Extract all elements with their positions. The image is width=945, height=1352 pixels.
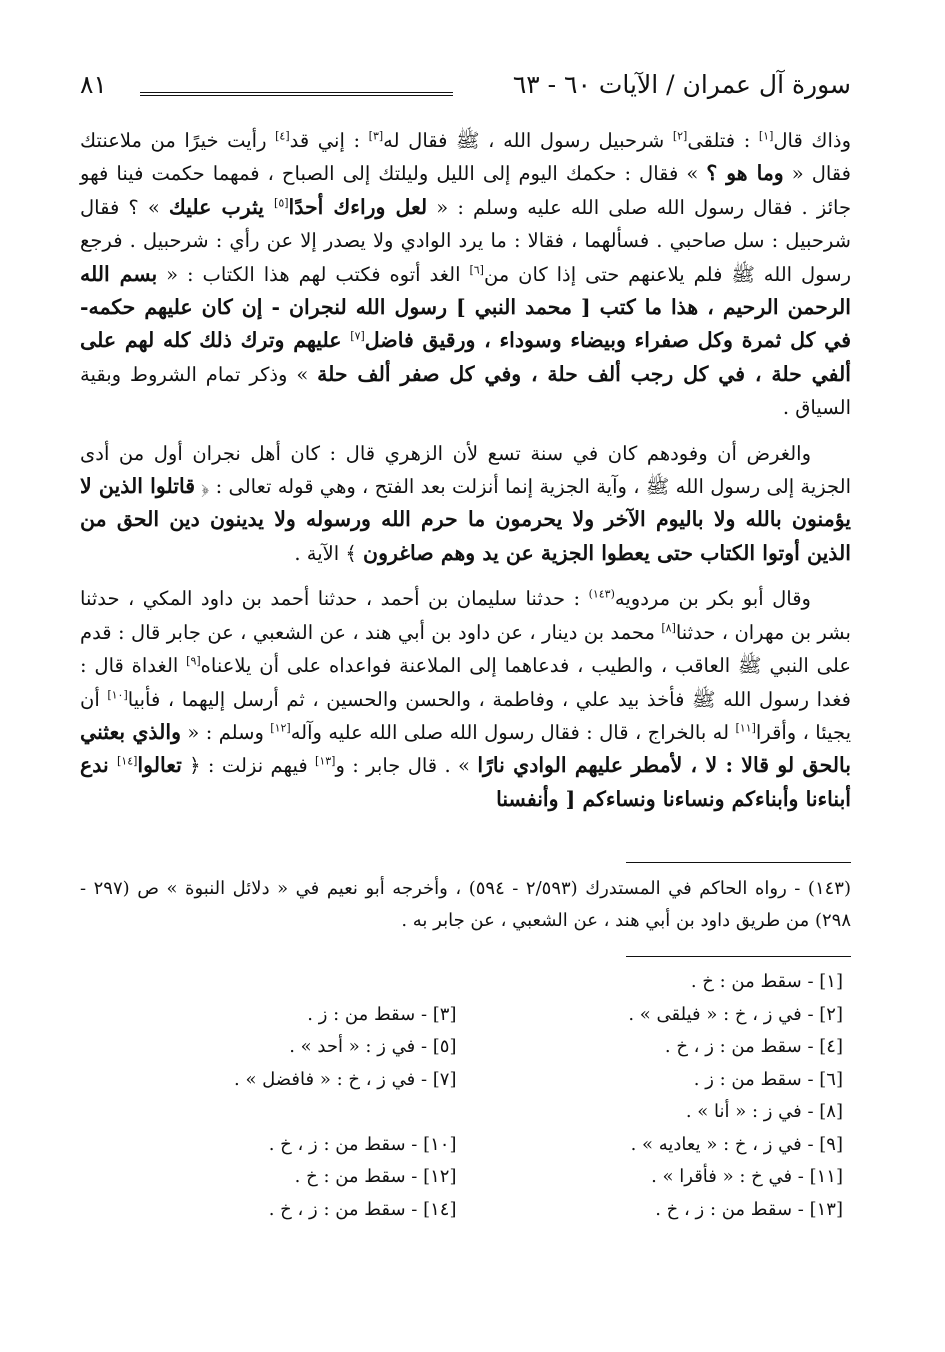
paragraph <box>80 437 851 571</box>
variant-note: [١١] - في خ : « فأقرا » . <box>651 1166 843 1187</box>
bold-text: قاتلوا الذين لا يؤمنون بالله ولا باليوم الآخر ولا يحرمون ما حرم الله ورسوله ولا يدينون دين الحق من الذين أوتوا الكتاب حتى يعطوا الجزية عن يد وهم صاغرون <box>80 474 851 565</box>
manuscript-variants <box>80 966 843 1226</box>
variant-note: [٦] - سقط من : ز . <box>693 1068 843 1090</box>
text-run: » . قال جابر : و <box>335 754 478 778</box>
bold-text: يثرب عليك <box>168 194 275 219</box>
footnote-marker: [٨] <box>661 621 676 635</box>
variant-note: [٤] - سقط من : ز ، خ . <box>664 1036 843 1057</box>
text-run: والغرض أن وفودهم كان في سنة تسع لأن الزهري قال : كان أهل نجران أول من أدى الجزية إلى رسول الله ﷺ ، وآية الجزية إنما أنزلت بعد الفتح ، وهي قوله تعالى : ﴿ <box>80 441 851 499</box>
text-run: ﴾ الآية . <box>294 541 364 565</box>
text-run: » ؟ فقال شرحبيل : سل صاحبي . فسألهما ، فقالا : ما يرد الوادي ولا يصدر إلا عن رأي : شرحبيل . فرجع رسول الله ﷺ فلم يلاعنهم حتى إذا كان من <box>80 195 851 286</box>
text-run: له بالخراج ، قال : فقال رسول الله صلى الله عليه وآله <box>290 720 736 744</box>
text-run: شرحبيل رسول الله ، ﷺ فقال له <box>383 129 673 152</box>
main-text <box>80 124 851 828</box>
variant-note: [١] - سقط من : خ . <box>690 971 843 992</box>
text-run: وقال أبو بكر بن مردويه <box>614 587 811 611</box>
variant-note: [٢] - في ز ، خ : « فيلقى » . <box>628 1003 843 1025</box>
text-run: » وذكر تمام الشروط وبقية السياق . <box>80 362 851 420</box>
source-footnote: (١٤٣) - رواه الحاكم في المستدرك (٢/٥٩٣ - ٥٩٤) ، وأخرجه أبو نعيم في « دلائل النبوة » ص (٢٩٧ - ٢٩٨) من طريق داود بن أبي هند ، عن الشعبي ، عن جابر به . <box>80 878 851 931</box>
text-run: وسلم : « <box>181 720 271 744</box>
variant-note: [١٠] - سقط من : ز ، خ . <box>268 1133 457 1155</box>
bold-text: تعالوا <box>137 753 182 778</box>
variant-empty <box>80 966 457 999</box>
text-run: » فقال : حكمك اليوم إلى الليل وليلتك إلى الصباح ، فمهما حكمت فينا فهو جائز . فقال رسول الله صلى الله عليه وسلم : « <box>80 162 852 219</box>
variant-note: [١٤] - سقط من : ز ، خ . <box>268 1198 457 1220</box>
footnote-marker: [٣] <box>368 129 384 143</box>
footnote-marker: [١٠] <box>107 688 128 701</box>
variant-note: [٩] - في ز ، خ : « يعاديه » . <box>630 1133 843 1155</box>
text-run: رأيت خيرًا من ملاعنتك فقال « <box>80 129 851 186</box>
text-run: وذاك قال <box>773 129 852 152</box>
bold-text: ندع أبناءنا وأبناءكم ونساءنا ونساءكم [ وأنفسنا <box>80 753 851 811</box>
variant-note: [١٢] - سقط من : خ . <box>294 1166 457 1187</box>
variant-note: [٥] - في ز : « أحد » . <box>289 1036 457 1057</box>
page-header <box>80 62 851 112</box>
footnote-marker: [٧] <box>350 329 365 343</box>
bold-text: وما هو ؟ <box>706 161 784 186</box>
variant-note: [١٣] - سقط من : ز ، خ . <box>655 1198 843 1220</box>
footnote-marker: [١٢] <box>270 721 291 735</box>
text-run: : فتلقى <box>687 129 759 152</box>
paragraph <box>80 582 851 816</box>
footnote-marker: [٩] <box>186 654 201 668</box>
variant-note: [٣] - سقط من : ز . <box>307 1003 457 1025</box>
footnote-marker: [١] <box>758 129 774 143</box>
footnote-marker: [١٤] <box>117 754 138 768</box>
variant-empty <box>80 1096 457 1129</box>
footnote-marker: [١١] <box>735 721 756 735</box>
paragraph <box>80 124 851 425</box>
bold-text: بسم الله الرحمن الرحيم ، هذا ما كتب [ محمد النبي ] رسول الله لنجران - إن كان عليهم حكمه- في كل ثمرة وكل صفراء وبيضاء وسوداء ، ورقيق فاضل <box>80 261 851 353</box>
bold-text: لعل وراءك أحدًا <box>288 194 428 219</box>
footnote-marker: [٥] <box>274 196 289 210</box>
text-run: فيهم نزلت : ﴿ <box>181 754 316 778</box>
text-run: الغد أتوه فكتب لهم هذا الكتاب : « <box>157 262 470 286</box>
footnote-marker: [٢] <box>672 129 688 143</box>
footnote-marker: [٤] <box>275 129 290 143</box>
page-number: ٨١ <box>80 70 107 99</box>
variant-note: [٧] - في ز ، خ : « فافضل » . <box>234 1068 457 1090</box>
footnote-rule <box>626 862 851 863</box>
text-run: : إني قد <box>289 129 369 152</box>
bold-text: عليهم وترك ذلك كله لهم على ألفي حلة ، في كل رجب ألف حلة ، وفي كل صفر ألف حلة <box>80 328 851 386</box>
running-title: سورة آل عمران / الآيات ٦٠ - ٦٣ <box>512 70 851 99</box>
footnote-marker: [١٣] <box>315 754 336 768</box>
text-run: : حدثنا سليمان بن أحمد ، حدثنا أحمد بن داود المكي ، حدثنا بشر بن مهران ، حدثنا <box>80 587 851 644</box>
text-run: محمد بن دينار ، عن داود بن أبي هند ، عن الشعبي ، عن جابر قال : قدم على النبي ﷺ العاقب ، والطيب ، فدعاهما إلى الملاعنة فواعداه على أن يلاعناه <box>80 620 852 678</box>
text-run: الغداة قال : فغدا رسول الله ﷺ فأخذ بيد علي ، وفاطمة ، والحسن والحسين ، ثم أرسل إليهما ، فأبيا <box>80 654 852 711</box>
footnote-marker: (١٤٣) <box>588 587 615 601</box>
header-rule <box>140 92 453 96</box>
text-run: أن يجيئا ، وأقرا <box>80 687 852 744</box>
variants-rule <box>626 956 851 957</box>
bold-text: والذي بعثني بالحق لو قالا : لا ، لأمطر عليهم الوادي نارًا <box>80 719 852 778</box>
variant-note: [٨] - في ز : « أنا » . <box>685 1101 843 1122</box>
footnote-marker: [٦] <box>469 263 484 277</box>
